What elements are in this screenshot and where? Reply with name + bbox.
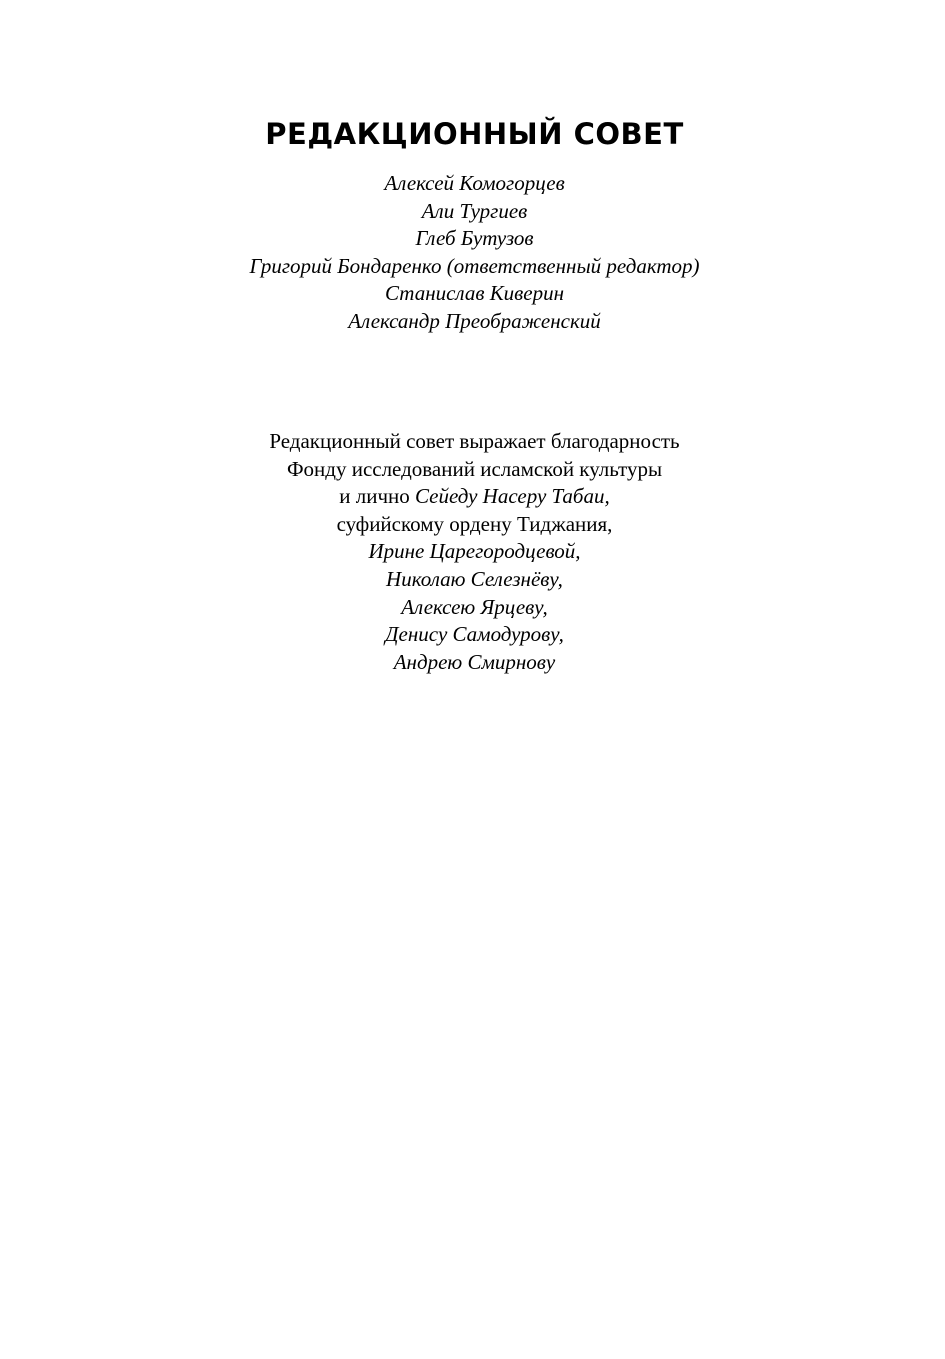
acknowledgement-line: Редакционный совет выражает благодарность <box>269 429 680 453</box>
acknowledged-person: Ирине Царегородцевой, <box>368 539 581 564</box>
board-member: Станислав Киверин <box>384 281 565 306</box>
acknowledged-person: Андрею Смирнову <box>393 649 556 674</box>
acknowledgement-prefix: и лично <box>339 484 415 509</box>
acknowledgement-line: суфийскому ордену Тиджания, <box>336 511 613 536</box>
page-title: РЕДАКЦИОННЫЙ СОВЕТ <box>265 117 684 151</box>
editorial-board-list <box>0 170 945 336</box>
acknowledgement-block <box>0 428 945 676</box>
acknowledged-person: Алексею Ярцеву, <box>401 594 548 619</box>
acknowledged-person: Сейеду Насеру Табаи, <box>415 484 610 509</box>
board-member: Александр Преображенский <box>348 308 601 333</box>
board-member: Алексей Комогорцев <box>384 171 565 195</box>
acknowledged-person: Николаю Селезнёву, <box>386 566 563 591</box>
acknowledgement-line <box>0 483 945 511</box>
board-member: Али Тургиев <box>421 198 528 223</box>
board-member: Глеб Бутузов <box>415 226 534 251</box>
acknowledged-person: Денису Самодурову, <box>385 622 564 647</box>
acknowledgement-line: Фонду исследований исламской культуры <box>286 456 663 481</box>
board-member: Григорий Бондаренко (ответственный редактор) <box>249 253 700 278</box>
